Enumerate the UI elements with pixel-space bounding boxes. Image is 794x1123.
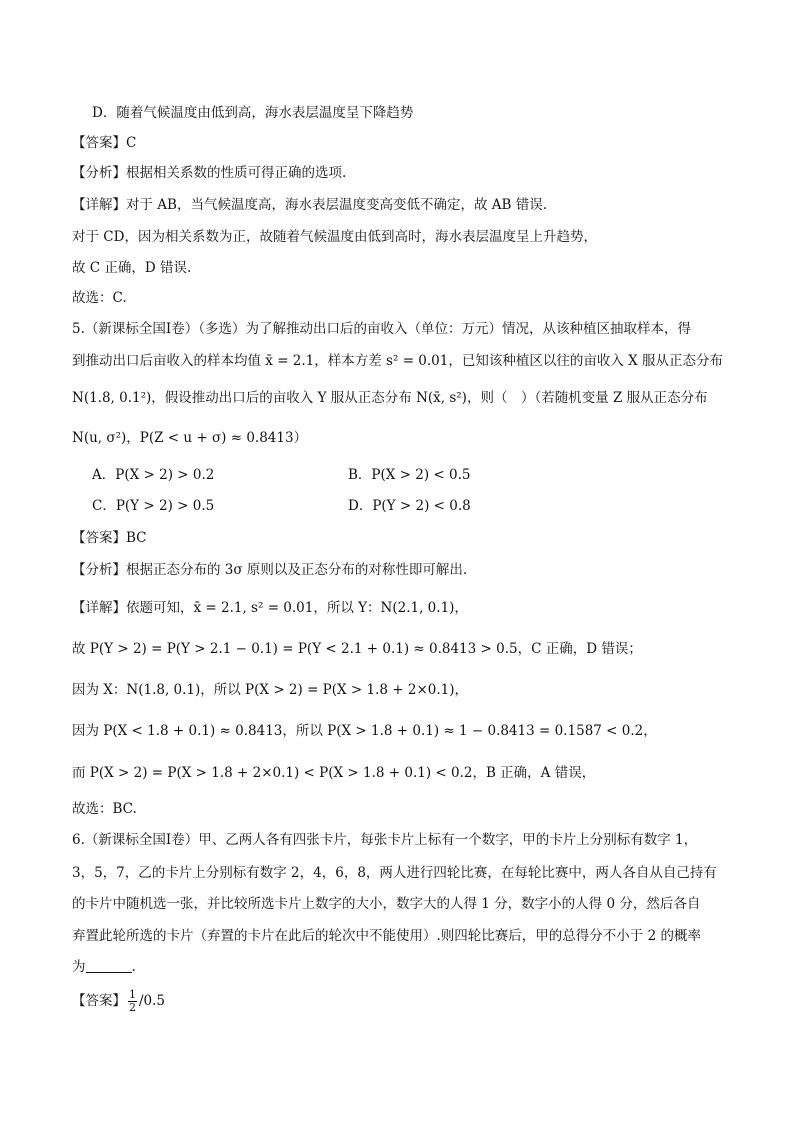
analysis-4: 【分析】根据相关系数的性质可得正确的选项. — [72, 165, 347, 181]
fraction-numerator: 1 — [129, 988, 136, 1001]
option-a: A．P(X > 2) > 0.2 — [92, 467, 215, 483]
answer-4: 【答案】C — [72, 135, 137, 151]
detail-5-line-3: 因为 X：N(1.8, 0.1)，所以 P(X > 2) = P(X > 1.8 + 2×0.1)， — [72, 682, 469, 698]
detail-4-line-3: 故 C 正确，D 错误. — [72, 260, 192, 276]
choice-5: 故选：BC. — [72, 801, 137, 817]
option-d-previous: D．随着气候温度由低到高，海水表层温度呈下降趋势 — [92, 105, 414, 121]
answer-6-prefix: 【答案】 — [72, 993, 126, 1009]
question-5-line-3: N(1.8, 0.1²)，假设推动出口后的亩收入 Y 服从正态分布 N(x̄, s²)，则（ ）（若随机变量 Z 服从正态分布 — [72, 390, 708, 406]
option-b: B．P(X > 2) < 0.5 — [348, 467, 471, 483]
answer-5: 【答案】BC — [72, 530, 147, 546]
question-6-line-1: 6.（新课标全国Ⅰ卷）甲、乙两人各有四张卡片，每张卡片上标有一个数字，甲的卡片上分别标有数字 1， — [72, 832, 698, 848]
analysis-5: 【分析】根据正态分布的 3σ 原则以及正态分布的对称性即可解出. — [72, 562, 468, 578]
option-c: C．P(Y > 2) > 0.5 — [92, 498, 215, 514]
detail-4-line-2: 对于 CD，因为相关系数为正，故随着气候温度由低到高时，海水表层温度呈上升趋势， — [72, 229, 597, 245]
detail-5-line-5: 而 P(X > 2) = P(X > 1.8 + 2×0.1) < P(X > 1.8 + 0.1) < 0.2，B 正确，A 错误， — [72, 765, 596, 781]
answer-fraction — [128, 989, 137, 1014]
fraction-denominator: 2 — [129, 1001, 136, 1014]
question-5-line-1: 5.（新课标全国Ⅰ卷）（多选）为了解推动出口后的亩收入（单位：万元）情况，从该种植区抽取样本，得 — [72, 321, 691, 337]
detail-5-line-1: 【详解】依题可知，x̄ = 2.1, s² = 0.01，所以 Y：N(2.1, 0.1)， — [72, 600, 468, 616]
question-6-line-2: 3，5，7，乙的卡片上分别标有数字 2，4，6，8，两人进行四轮比赛，在每轮比赛中，两人各自从自己持有 — [72, 865, 717, 881]
answer-6-suffix: /0.5 — [139, 993, 166, 1009]
question-6-line-3: 的卡片中随机选一张，并比较所选卡片上数字的大小，数字大的人得 1 分，数字小的人得 0 分，然后各自 — [72, 896, 701, 912]
question-5-line-2: 到推动出口后亩收入的样本均值 x̄ = 2.1，样本方差 s² = 0.01，已知该种植区以往的亩收入 X 服从正态分布 — [72, 353, 724, 369]
question-6-line-4: 弃置此轮所选的卡片（弃置的卡片在此后的轮次中不能使用）.则四轮比赛后，甲的总得分不小于 2 的概率 — [72, 928, 701, 944]
question-6-prefix: 为 — [72, 959, 86, 975]
choice-4: 故选：C. — [72, 290, 127, 306]
answer-blank — [86, 958, 132, 973]
option-d: D．P(Y > 2) < 0.8 — [348, 498, 471, 514]
detail-5-line-2: 故 P(Y > 2) = P(Y > 2.1 − 0.1) = P(Y < 2.1 + 0.1) ≈ 0.8413 > 0.5，C 正确，D 错误； — [72, 641, 642, 657]
question-5-line-4: N(u, σ²)，P(Z < u + σ) ≈ 0.8413） — [72, 430, 308, 446]
answer-6 — [72, 988, 165, 1014]
detail-5-line-4: 因为 P(X < 1.8 + 0.1) ≈ 0.8413，所以 P(X > 1.8 + 0.1) ≈ 1 − 0.8413 = 0.1587 < 0.2， — [72, 723, 657, 739]
question-6-period: . — [131, 959, 136, 975]
detail-4-line-1: 【详解】对于 AB，当气候温度高，海水表层温度变高变低不确定，故 AB 错误. — [72, 197, 548, 213]
question-6-line-5 — [72, 957, 136, 977]
